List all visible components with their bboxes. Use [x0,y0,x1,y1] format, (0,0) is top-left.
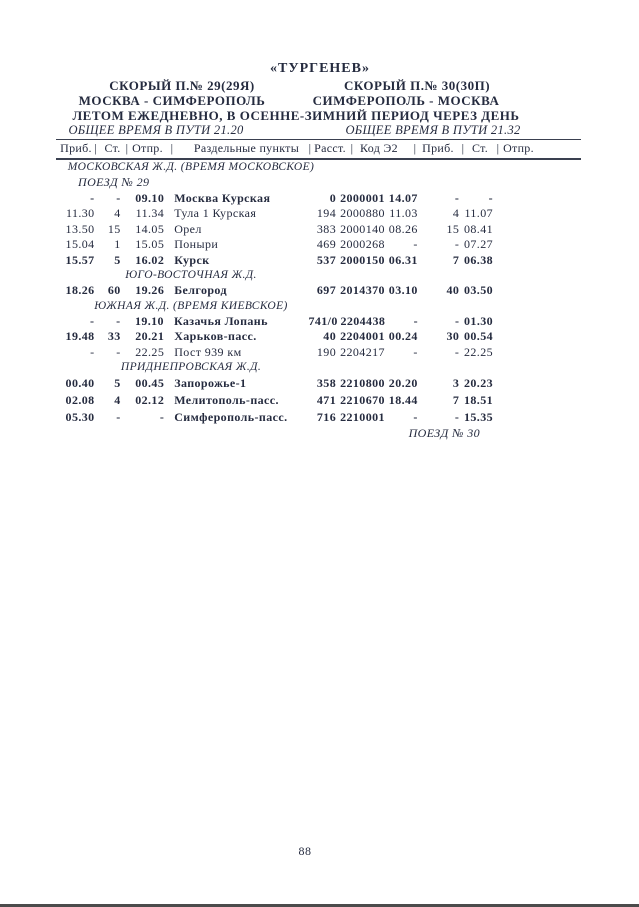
table-row [56,409,494,426]
cell: 33 [107,329,121,344]
column-separator: | [170,141,174,155]
train-29-duration: ОБЩЕЕ ВРЕМЯ В ПУТИ 21.20 [68,123,244,137]
cell: - [413,344,418,359]
railway-section-heading: ЮЖНАЯ Ж.Д. (ВРЕМЯ КИЕВСКОЕ) [94,299,288,312]
cell: 11.03 [389,206,418,221]
cell: 2000150 [340,252,385,267]
cell: - [413,314,419,329]
cell: 11.30 [65,206,95,221]
cell: 4 [452,206,460,221]
train-30-route: СИМФЕРОПОЛЬ - МОСКВА [312,93,500,108]
column-header-6: Код Э2 [360,141,398,155]
cell: 358 [316,376,337,391]
cell: 4 [114,206,121,221]
cell: 09.10 [135,190,165,205]
cell: 716 [316,410,337,425]
cell: 2210001 [340,410,385,425]
frequency-note: ЛЕТОМ ЕЖЕДНЕВНО, В ОСЕННЕ-ЗИМНИЙ ПЕРИОД ЧЕРЕЗ ДЕНЬ [72,108,520,123]
table-row [56,392,494,409]
railway-section-heading: МОСКОВСКАЯ Ж.Д. (ВРЕМЯ МОСКОВСКОЕ) [67,161,315,173]
cell: 11.34 [135,206,165,221]
cell: 2204438 [340,314,386,329]
train-29-route: МОСКВА - СИМФЕРОПОЛЬ [78,93,266,108]
table-row [56,191,494,206]
cell: - [454,344,460,359]
cell: 15.57 [65,252,95,267]
station-name: Курск [174,252,210,267]
cell: 469 [316,237,337,252]
column-separator: | [496,141,500,155]
cell: - [116,314,121,329]
cell: 03.10 [388,283,418,298]
cell: 5 [114,376,121,391]
cell: 15 [107,221,121,236]
cell: 5 [114,252,121,267]
column-separator: | [94,141,97,155]
cell: - [488,190,493,205]
page-title: «ТУРГЕНЕВ» [270,61,370,76]
cell: 2014370 [340,283,385,298]
column-separator: | [413,141,417,155]
table-row [56,329,494,344]
cell: 14.05 [135,221,165,236]
station-name: Москва Курская [174,190,271,205]
station-name: Мелитополь-пасс. [174,393,279,408]
cell: 537 [316,252,337,267]
station-name: Тула 1 Курская [174,206,257,221]
cell: 01.30 [464,314,494,329]
header-rule-top [56,139,581,140]
cell: - [90,190,95,205]
cell: 20.23 [464,376,493,391]
cell: 18.44 [388,393,418,408]
station-name: Орел [174,221,202,236]
column-separator: | [125,141,129,155]
train-number-label: ПОЕЗД № 29 [78,175,150,190]
cell: - [455,314,460,329]
cell: - [116,344,121,359]
train-29-name: СКОРЫЙ П.№ 29(29Я) [109,78,255,93]
train-30-name: СКОРЫЙ П.№ 30(30П) [343,78,491,93]
table-row [56,375,494,392]
table-row [56,206,494,221]
cell: 16.02 [135,252,165,267]
cell: 190 [316,344,337,359]
cell: 383 [316,221,337,236]
cell: 00.40 [65,376,95,391]
cell: - [454,190,460,205]
cell: 4 [114,393,121,408]
cell: - [413,237,418,252]
cell: - [90,344,95,359]
cell: 40 [446,283,460,298]
cell: 06.38 [464,252,493,267]
cell: 3 [452,376,460,391]
cell: 06.31 [388,252,418,267]
cell: 22.25 [135,344,165,359]
column-header-3: Отпр. [132,141,163,155]
column-header-8: Ст. [471,141,489,155]
cell: 02.08 [65,393,95,408]
cell: - [116,190,121,205]
cell: 15.04 [65,237,95,252]
column-separator: | [350,141,354,155]
table-header-row [0,141,639,157]
train-number-label: ПОЕЗД № 30 [408,426,480,441]
station-name: Казачья Лопань [173,314,268,329]
column-header-9: Отпр. [503,141,534,155]
cell: - [454,410,460,425]
table-row [56,283,494,298]
column-header-4: Раздельные пункты [193,141,300,155]
cell: 18.51 [464,393,493,408]
column-header-7: Приб. [422,141,454,155]
cell: 2210800 [340,376,385,391]
cell: 20.21 [135,329,165,344]
table-row [56,252,494,267]
cell: - [90,314,95,329]
column-header-5: Расст. [314,141,346,155]
cell: 11.07 [464,206,493,221]
station-name: Запорожье-1 [174,376,247,391]
cell: 07.27 [464,237,493,252]
table-row [56,237,494,252]
station-name: Харьков-пасс. [174,329,257,344]
cell: 741/0 [308,314,338,329]
station-name: Пост 939 км [174,344,242,359]
cell: 60 [107,283,121,298]
cell: 7 [452,393,460,408]
column-header-1: Приб. [60,141,92,155]
table-row [56,222,494,237]
station-name: Белгород [174,283,227,298]
cell: 00.24 [388,329,418,344]
cell: - [116,410,121,425]
cell: 19.26 [135,283,165,298]
cell: 05.30 [65,410,95,425]
cell: 30 [446,329,460,344]
cell: 40 [323,329,337,344]
cell: 7 [452,252,460,267]
cell: 2000001 [340,190,385,205]
cell: 02.12 [135,393,165,408]
cell: 00.45 [135,376,165,391]
cell: 2204001 [340,329,385,344]
column-header-2: Ст. [104,141,121,155]
cell: 194 [316,206,337,221]
cell: 13.50 [65,221,95,236]
table-row [56,314,494,329]
table-row [56,345,494,360]
cell: - [159,410,165,425]
cell: 19.10 [134,314,164,329]
table-body [56,160,494,442]
railway-section-heading: ЮГО-ВОСТОЧНАЯ Ж.Д. [125,268,257,281]
page-number: 88 [298,844,312,858]
cell: 15.05 [135,237,165,252]
cell: 15.35 [464,410,493,425]
cell: 471 [316,393,337,408]
cell: 15 [446,221,460,236]
cell: 08.41 [464,221,493,236]
column-separator: | [461,141,465,155]
cell: 00.54 [464,329,493,344]
train-30-duration: ОБЩЕЕ ВРЕМЯ В ПУТИ 21.32 [345,123,521,137]
cell: 03.50 [464,283,493,298]
cell: 18.26 [65,283,95,298]
cell: - [413,410,418,425]
cell: 2204217 [340,344,385,359]
railway-section-heading: ПРИДНЕПРОВСКАЯ Ж.Д. [120,361,262,374]
cell: 20.20 [388,376,418,391]
cell: 2000140 [340,221,385,236]
column-separator: | [308,141,312,155]
cell: 22.25 [464,344,493,359]
cell: 19.48 [65,329,95,344]
cell: 0 [329,190,337,205]
cell: 08.26 [388,221,418,236]
cell: 697 [316,283,337,298]
cell: 2000880 [340,206,385,221]
cell: 2210670 [340,393,385,408]
station-name: Симферополь-пасс. [174,410,288,425]
cell: - [454,237,460,252]
cell: 14.07 [388,190,418,205]
cell: 1 [114,237,121,252]
cell: 2000268 [340,237,385,252]
station-name: Поныри [174,237,219,252]
